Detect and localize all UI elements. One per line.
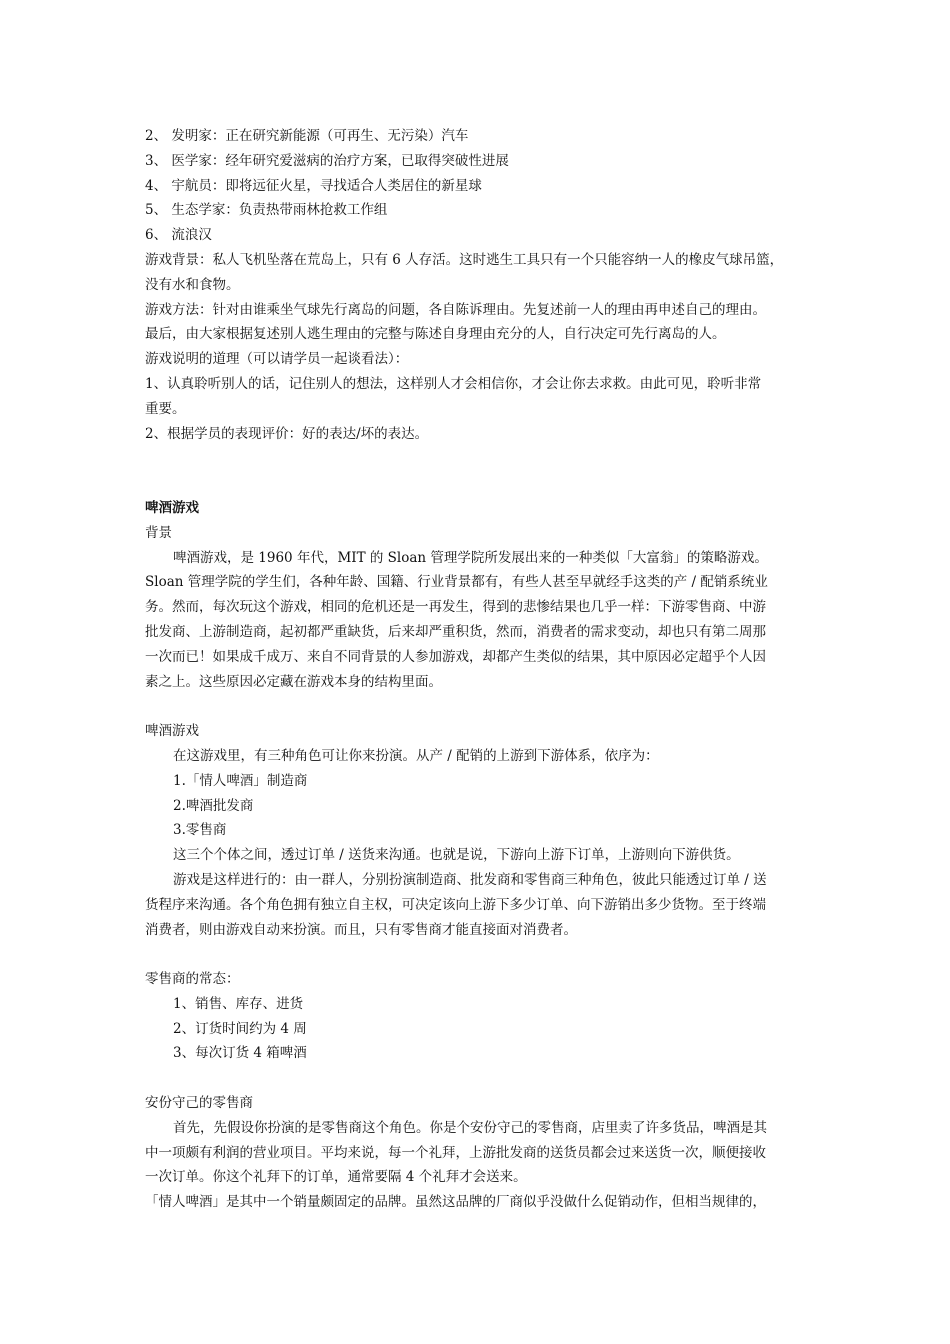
text-line: 一次订单。你这个礼拜下的订单，通常要隔 4 个礼拜才会送来。 bbox=[145, 1169, 527, 1186]
text-line: 没有水和食物。 bbox=[145, 276, 240, 293]
text-line: 游戏说明的道理（可以请学员一起谈看法）： bbox=[145, 351, 409, 368]
background-paragraph bbox=[145, 546, 820, 695]
list-item: 4、 宇航员：即将远征火星，寻找适合人类居住的新星球 bbox=[145, 177, 482, 194]
game-lesson-paragraph bbox=[145, 347, 820, 446]
retailer-norms-heading: 零售商的常态： bbox=[145, 971, 240, 988]
text-line: 批发商、上游制造商，起初都严重缺货，后来却严重积货，然而，消费者的需求变动，却也只有第二周那 bbox=[145, 623, 766, 640]
text-line: 游戏背景：私人飞机坠落在荒岛上，只有 6 人存活。这时逃生工具只有一个只能容纳一人的橡皮气球吊篮， bbox=[145, 251, 784, 268]
text-line: 消费者，则由游戏自动来扮演。而且，只有零售商才能直接面对消费者。 bbox=[145, 921, 577, 938]
gameplay-paragraph bbox=[145, 868, 820, 942]
text-line: 首先，先假设你扮演的是零售商这个角色。你是个安份守己的零售商，店里卖了许多货品，啤酒是其 bbox=[173, 1119, 767, 1136]
list-item: 1、销售、库存、进货 bbox=[173, 995, 304, 1012]
background-heading: 背景 bbox=[145, 524, 172, 541]
list-item: 3、 医学家：经年研究爱滋病的治疗方案，已取得突破性进展 bbox=[145, 152, 509, 169]
survivor-role-list bbox=[145, 124, 820, 248]
text-line: 游戏是这样进行的：由一群人，分别扮演制造商、批发商和零售商三种角色，彼此只能透过订单 / 送 bbox=[173, 871, 767, 888]
list-item: 1.「情人啤酒」制造商 bbox=[173, 772, 308, 789]
communication-line: 这三个个体之间，透过订单 / 送货来沟通。也就是说，下游向上游下订单，上游则向下游供货。 bbox=[173, 847, 740, 864]
text-line: 啤酒游戏，是 1960 年代，MIT 的 Sloan 管理学院所发展出来的一种类似「大富翁」的策略游戏。 bbox=[173, 549, 768, 566]
safe-retailer-paragraph bbox=[145, 1116, 820, 1215]
text-line: Sloan 管理学院的学生们，各种年龄、国籍、行业背景都有，有些人甚至早就经手这类的产 / 配销系统业 bbox=[145, 574, 768, 591]
role-list bbox=[145, 769, 820, 843]
text-line: 重要。 bbox=[145, 400, 186, 417]
game-intro: 在这游戏里，有三种角色可让你来扮演。从产 / 配销的上游到下游体系，依序为： bbox=[173, 747, 659, 764]
text-line: 一次而已！如果成千成万、来自不同背景的人参加游戏，却都产生类似的结果，其中原因必定超乎个人因 bbox=[145, 648, 766, 665]
list-item: 2、订货时间约为 4 周 bbox=[173, 1020, 307, 1037]
text-line: 1、认真聆听别人的话，记住别人的想法，这样别人才会相信你，才会让你去求救。由此可见，聆听非常 bbox=[145, 375, 762, 392]
safe-retailer-heading: 安份守己的零售商 bbox=[145, 1095, 253, 1112]
list-item: 2、 发明家：正在研究新能源（可再生、无污染）汽车 bbox=[145, 128, 469, 144]
list-item: 5、 生态学家：负责热带雨林抢救工作组 bbox=[145, 202, 388, 219]
section-spacer bbox=[145, 1066, 820, 1091]
text-line: 游戏方法：针对由谁乘坐气球先行离岛的问题，各自陈诉理由。先复述前一人的理由再申述自己的理由。 bbox=[145, 301, 766, 318]
list-item: 2.啤酒批发商 bbox=[173, 797, 254, 814]
section-spacer bbox=[145, 694, 820, 719]
beer-game-heading: 啤酒游戏 bbox=[145, 723, 199, 740]
retailer-norms-list bbox=[145, 992, 820, 1066]
text-line: 2、根据学员的表现评价：好的表达/坏的表达。 bbox=[145, 425, 429, 442]
text-line: 货程序来沟通。各个角色拥有独立自主权，可决定该向上游下多少订单、向下游销出多少货物。至于终端 bbox=[145, 896, 766, 913]
document-body bbox=[145, 124, 820, 1215]
list-item: 6、 流浪汉 bbox=[145, 227, 212, 244]
game-method-paragraph bbox=[145, 298, 820, 348]
section-spacer bbox=[145, 942, 820, 967]
text-line: 「情人啤酒」是其中一个销量颇固定的品牌。虽然这品牌的厂商似乎没做什么促销动作，但相当规律的， bbox=[145, 1194, 766, 1211]
list-item: 3.零售商 bbox=[173, 822, 227, 839]
text-line: 最后，由大家根据复述别人逃生理由的完整与陈述自身理由充分的人，自行决定可先行离岛的人。 bbox=[145, 326, 726, 343]
text-line: 中一项颇有利润的营业项目。平均来说，每一个礼拜，上游批发商的送货员都会过来送货一次，顺便接收 bbox=[145, 1144, 766, 1161]
game-background-paragraph bbox=[145, 248, 820, 298]
text-line: 务。然而，每次玩这个游戏，相同的危机还是一再发生，得到的悲惨结果也几乎一样：下游零售商、中游 bbox=[145, 599, 766, 616]
beer-game-title: 啤酒游戏 bbox=[145, 499, 199, 516]
text-line: 素之上。这些原因必定藏在游戏本身的结构里面。 bbox=[145, 673, 442, 690]
section-spacer bbox=[145, 446, 820, 496]
list-item: 3、每次订货 4 箱啤酒 bbox=[173, 1045, 307, 1062]
